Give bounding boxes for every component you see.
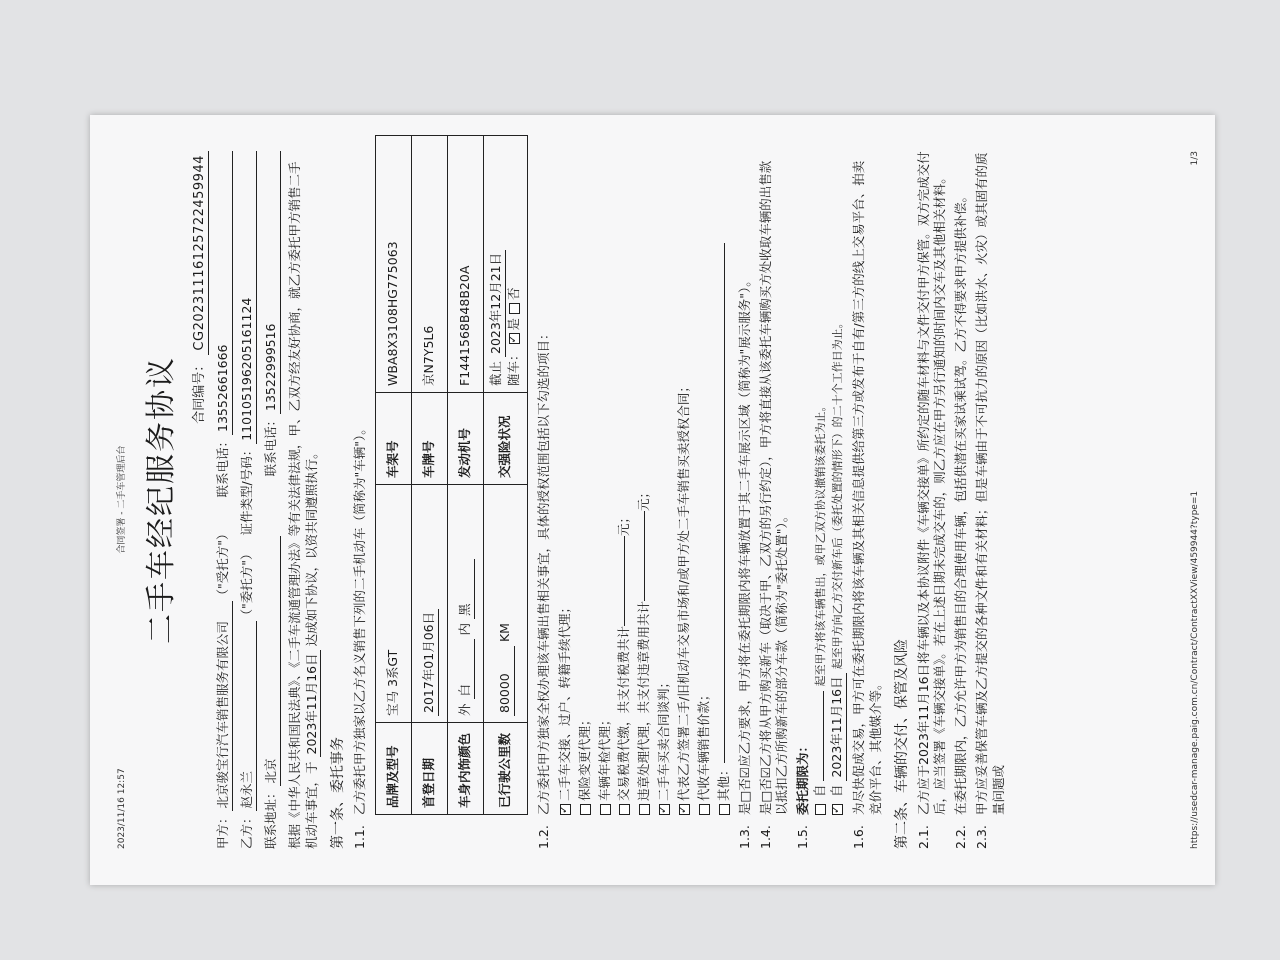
option-item <box>636 151 653 815</box>
clause-2-1 <box>916 151 950 849</box>
clause-text: 是□否☑乙方将从甲方购买新车（取决于甲、乙双方的另行约定），甲方将直接从该委托车辆购买方处收取车辆的出售款以抵扣乙方所购新车的部分车款（简称为"委托处置"）。 <box>757 160 790 815</box>
insurance-date: 2023年12月21日 <box>488 250 506 357</box>
checkbox[interactable] <box>679 804 690 815</box>
table-row <box>448 136 484 815</box>
ext-color: 白 <box>457 640 475 700</box>
preamble-text-1: 根据《中华人民共和国民法典》、《二手车流通管理办法》等有关法律法规，甲、乙双方经友好协商，就乙方委托甲方销售二手机动车事宜，于 <box>286 161 319 849</box>
engine-label: 发动机号 <box>448 393 484 485</box>
term-option-2-tail: 起至甲方向乙方交付新车后（委托处置的情形下）的二十个工作日为止。 <box>831 317 845 670</box>
color-label: 车身内饰颜色 <box>448 723 484 815</box>
article-1-heading: 第一条、委托事务 <box>330 737 347 849</box>
reg-date: 2017年01月06日 <box>421 609 439 716</box>
table-row <box>484 136 528 815</box>
clause-number: 2.3. <box>974 825 990 849</box>
contract-number <box>191 151 210 849</box>
clause-number: 2.2. <box>953 825 969 849</box>
party-a-row <box>215 151 233 849</box>
party-b-id: 110105196205161124 <box>239 151 257 444</box>
term-option-1 <box>812 151 829 815</box>
table-row <box>376 136 412 815</box>
vin-label: 车架号 <box>376 393 412 485</box>
option-item <box>616 151 633 815</box>
checkbox[interactable] <box>600 804 611 815</box>
checkbox[interactable] <box>719 804 730 815</box>
clause-1-6 <box>851 151 885 849</box>
preamble <box>287 151 322 849</box>
other-blank <box>724 243 725 763</box>
checkbox[interactable] <box>832 804 843 815</box>
option-label: 代表乙方签署二手/旧机动车交易市场和/或甲方处二手车销售买卖授权合同； <box>676 380 692 801</box>
checkbox[interactable] <box>560 804 571 815</box>
term-date-blank <box>823 691 824 781</box>
party-b-phone-label: 联系电话： <box>262 413 278 477</box>
party-a-phone-label: 联系电话： <box>215 434 231 498</box>
option-label: 二手车交接、过户、转籍手续代理； <box>556 600 572 801</box>
clause-text: 为尽快促成交易，甲方可在委托期限内将该车辆及其相关信息提供给第三方或发布于自有/第三方的线上交易平台、拍卖竞价平台、其他媒介等。 <box>850 160 883 815</box>
engine-value: F1441568B48B20A <box>448 136 484 393</box>
reg-date-label: 首登日期 <box>412 723 448 815</box>
term-option-1-prefix: 自 <box>812 784 828 798</box>
plate-value: 京N7Y5L6 <box>412 136 448 393</box>
term-option-1-tail: 起至甲方将该车辆售出，或甲乙双方协议撤销该委托为止。 <box>814 400 828 687</box>
option-suffix: 元； <box>636 485 652 511</box>
party-b-label: 乙方： <box>238 811 254 849</box>
clause-2-2 <box>953 151 970 849</box>
checkbox[interactable] <box>815 804 826 815</box>
mileage-unit: KM <box>496 623 512 643</box>
party-b-id-label: 证件类型/号码： <box>238 443 254 536</box>
option-label: 车辆年检代理； <box>596 713 612 801</box>
model-value: 宝马 3系GT <box>376 485 412 723</box>
color-value <box>448 485 484 723</box>
clause-text: 乙方应于2023年11月16日将车辆以及本协议附件《车辆交接单》所约定的随车材料与文件交付甲方保管。双方完成交付后，应当签署《车辆交接单》。若在上述日期未完成交车的，则乙方应在甲方另行通知的时间内交车及其他相关材料。 <box>915 151 948 815</box>
article-2-heading: 第二条、车辆的交付、保管及风险 <box>893 639 910 849</box>
option-item <box>597 151 614 815</box>
clause-number: 1.6. <box>850 825 866 849</box>
term-title: 委托期限为： <box>795 739 811 815</box>
checkbox[interactable] <box>659 804 670 815</box>
option-item <box>716 151 733 815</box>
preamble-date: 2023年11月16日 <box>304 650 322 757</box>
vin-value: WBA8X3108HG775063 <box>376 136 412 393</box>
page-url: https://usedcar-manage.paig.com.cn/Contract/ContractXXView/459944?type=1 <box>1189 490 1200 849</box>
document-title: 二手车经纪服务协议 <box>144 356 179 644</box>
option-label: 交易税费代缴，共支付税费共计 <box>616 625 632 801</box>
clause-number: 1.1. <box>352 825 368 849</box>
print-footer <box>1189 151 1201 849</box>
party-b-role: （"委托方"） <box>238 547 254 622</box>
mileage-label: 已行驶公里数 <box>484 723 528 815</box>
ext-label: 外 <box>456 703 472 716</box>
reg-date-value <box>412 485 448 723</box>
int-color: 黑 <box>457 559 475 619</box>
address-label: 联系地址： <box>262 786 278 849</box>
option-label: 二手车买卖合同谈判； <box>656 675 672 801</box>
option-label: 保险变更代理； <box>576 713 592 801</box>
term-date: 2023年11月16日 <box>829 673 847 780</box>
page-number: 1/3 <box>1189 151 1200 166</box>
checkbox-no[interactable] <box>509 303 520 314</box>
clause-text: 乙方委托甲方独家全权办理该车辆出售相关事宜，具体的授权范围包括以下勾选的项目： <box>535 327 551 815</box>
model-label: 品牌及型号 <box>376 723 412 815</box>
party-a-role: （"受托方"） <box>215 527 231 602</box>
clause-number: 1.5. <box>795 825 811 849</box>
option-item <box>676 151 693 815</box>
checkbox[interactable] <box>699 804 710 815</box>
clause-1-2 <box>536 151 553 849</box>
party-b-row <box>239 151 257 849</box>
checkbox-yes[interactable] <box>509 334 520 345</box>
table-row <box>412 136 448 815</box>
option-item <box>696 151 713 815</box>
clause-text: 是□否☑应乙方要求，甲方将在委托期限内将车辆放置于其二手车展示区域（简称为"展示服务"）。 <box>736 274 752 815</box>
option-item <box>557 151 574 815</box>
int-label: 内 <box>456 623 472 636</box>
checkbox[interactable] <box>619 804 630 815</box>
clause-number: 1.3. <box>736 825 752 849</box>
option-label: 代收车辆销售价款； <box>695 688 711 801</box>
clause-1-1 <box>352 151 369 849</box>
clause-number: 2.1. <box>915 825 931 849</box>
term-option-2-prefix: 自 <box>829 784 845 798</box>
party-b-phone: 13522999516 <box>263 151 281 414</box>
clause-text: 乙方委托甲方独家以乙方名义销售下列的二手机动车（简称为"车辆"）。 <box>352 422 368 815</box>
option-label: 其他： <box>715 763 731 801</box>
insurance-prefix: 截止 <box>488 360 504 386</box>
mileage: 80000 <box>497 646 515 716</box>
party-a-label: 甲方： <box>215 811 231 849</box>
contract-page <box>90 115 1215 885</box>
print-time: 2023/11/16 12:57 <box>117 768 127 849</box>
amount-blank <box>644 511 645 601</box>
party-a-phone: 13552661666 <box>215 151 233 435</box>
clause-2-3 <box>974 151 1008 849</box>
clause-1-4 <box>758 151 792 849</box>
clause-1-5 <box>795 151 847 849</box>
preamble-text-2: 达成如下协议，以资共同遵照执行。 <box>303 446 319 647</box>
insurance-label: 交强险状况 <box>484 393 528 485</box>
checkbox[interactable] <box>639 804 650 815</box>
plate-label: 车牌号 <box>412 393 448 485</box>
term-option-2 <box>829 151 847 815</box>
contract-number-label: 合同编号： <box>191 358 207 424</box>
option-label: 违章处理代理，共支付违章费用共计 <box>636 600 652 801</box>
contract-number-value: CG20231116125722459944 <box>191 151 210 355</box>
print-header <box>116 151 130 849</box>
checkbox[interactable] <box>580 804 591 815</box>
with-car-label: 随车： <box>506 348 522 386</box>
amount-blank <box>624 536 625 626</box>
no-label: 否 <box>506 287 522 300</box>
vehicle-table <box>375 135 528 815</box>
clause-text: 甲方应妥善保管车辆及乙方提交的各种文件和有关材料；但是车辆由于不可抗力的原因（比如洪水、火灾）或其固有的质量问题或 <box>974 152 1007 815</box>
address-row <box>263 151 281 849</box>
insurance-value <box>484 136 528 393</box>
system-name: 合同签署 - 二手车管理后台 <box>117 445 127 554</box>
clause-number: 1.2. <box>535 825 551 849</box>
clause-1-3 <box>737 151 754 849</box>
yes-label: 是 <box>506 317 522 331</box>
option-suffix: 元； <box>616 510 632 536</box>
option-item <box>577 151 594 815</box>
option-item <box>656 151 673 815</box>
clause-number: 1.4. <box>757 825 773 849</box>
party-b-name: 赵永兰 <box>239 621 257 811</box>
address-value: 北京 <box>263 536 281 786</box>
party-a-name: 北京骏宝行汽车销售服务有限公司 <box>215 601 233 811</box>
clause-text: 在委托期限内，乙方允许甲方为销售目的合理使用车辆，包括供潜在买家试乘试驾。乙方不得要求甲方提供补偿。 <box>953 189 969 815</box>
mileage-value <box>484 485 528 723</box>
